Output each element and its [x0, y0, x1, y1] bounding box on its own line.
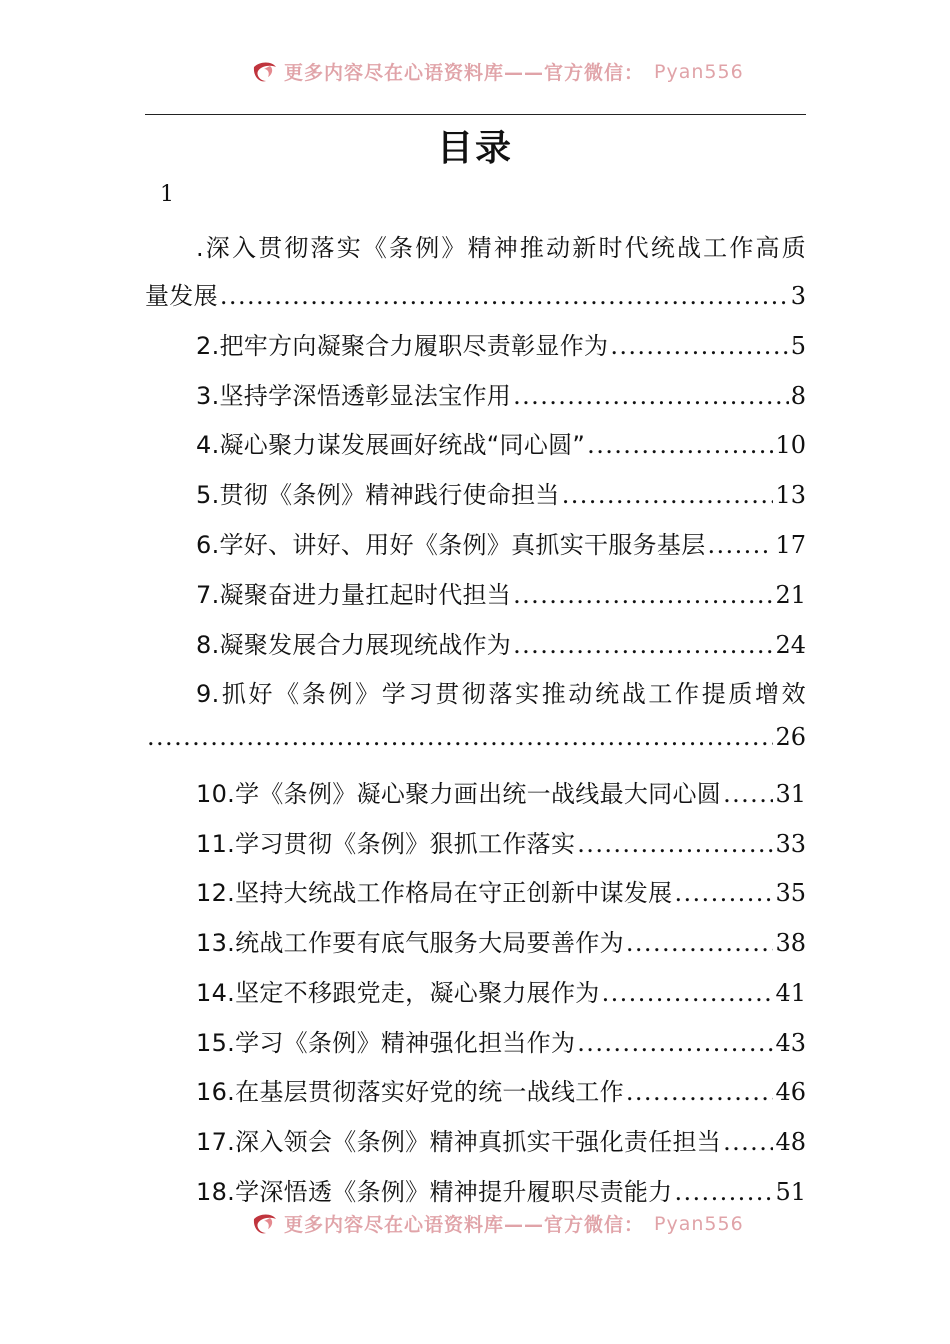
dot-leader	[513, 382, 789, 410]
dot-leader	[723, 780, 773, 808]
toc-page-number: 24	[775, 631, 806, 659]
toc-entry-6[interactable]	[145, 525, 806, 565]
footer-watermark	[0, 1208, 950, 1238]
toc-entry-text: 4.凝心聚力谋发展画好统战“同心圆”	[196, 431, 586, 459]
dot-leader	[626, 1078, 774, 1106]
toc-page-number: 13	[775, 481, 806, 509]
dot-leader	[602, 979, 774, 1007]
dot-leader	[723, 1128, 773, 1156]
toc-entry-text: 18.学深悟透《条例》精神提升履职尽责能力	[196, 1178, 673, 1206]
toc-page-number: 51	[775, 1178, 806, 1206]
dot-leader	[587, 431, 773, 459]
toc-entry-16[interactable]	[145, 1072, 806, 1112]
stray-number: 1	[160, 182, 174, 207]
toc-title: 目录	[436, 128, 513, 169]
toc-entry-text: 11.学习贯彻《条例》狠抓工作落实	[196, 830, 576, 858]
toc-entry-2[interactable]	[145, 326, 806, 366]
toc-entry-text: 6.学好、讲好、用好《条例》真抓实干服务基层	[196, 531, 706, 559]
toc-page-number: 3	[790, 282, 806, 310]
toc-page-number: 5	[790, 332, 806, 360]
toc-page-number: 21	[775, 581, 806, 609]
toc-entry-text: 5.贯彻《条例》精神践行使命担当	[196, 481, 560, 509]
swirl-logo-icon	[250, 59, 280, 85]
toc-page-number: 43	[775, 1029, 806, 1057]
toc-entry-9[interactable]	[145, 723, 806, 763]
swirl-logo-icon	[250, 1211, 280, 1237]
dot-leader	[577, 830, 773, 858]
dot-leader	[562, 481, 774, 509]
dot-leader	[674, 879, 773, 907]
toc-page-number: 38	[775, 929, 806, 957]
toc-entry-15[interactable]	[145, 1023, 806, 1063]
toc-entry-11[interactable]	[145, 824, 806, 864]
watermark-text: 更多内容尽在心语资料库——官方微信：	[284, 62, 645, 84]
toc-entry-text: 12.坚持大统战工作格局在守正创新中谋发展	[196, 879, 673, 907]
header-watermark	[0, 56, 950, 86]
toc-page-number: 8	[790, 382, 806, 410]
toc-entry-text: 2.把牢方向凝聚合力履职尽责彰显作为	[196, 332, 609, 360]
toc-page-number: 10	[775, 431, 806, 459]
dot-leader	[147, 723, 773, 751]
dot-leader	[577, 1029, 773, 1057]
toc-entry-17[interactable]	[145, 1122, 806, 1162]
toc-entry-text: 10.学《条例》凝心聚力画出统一战线最大同心圆	[196, 780, 722, 808]
toc-entry-1[interactable]	[145, 276, 806, 316]
toc-page-number: 33	[775, 830, 806, 858]
dot-leader	[610, 332, 788, 360]
toc-entry-text: 15.学习《条例》精神强化担当作为	[196, 1029, 576, 1057]
toc-entry-12[interactable]	[145, 873, 806, 913]
toc-entry-14[interactable]	[145, 973, 806, 1013]
toc-page-number: 31	[775, 780, 806, 808]
toc-entry-text: 16.在基层贯彻落实好党的统一战线工作	[196, 1078, 624, 1106]
dot-leader	[220, 282, 789, 310]
dot-leader	[708, 531, 774, 559]
header-rule	[145, 114, 806, 115]
toc-entry-1-line1[interactable]: .深入贯彻落实《条例》精神推动新时代统战工作高质	[196, 234, 806, 262]
toc-entry-text: 8.凝聚发展合力展现统战作为	[196, 631, 512, 659]
toc-page-number: 46	[775, 1078, 806, 1106]
watermark-wechat-id: Pyan556	[654, 60, 744, 83]
toc-entry-text: 3.坚持学深悟透彰显法宝作用	[196, 382, 512, 410]
watermark-wechat-id: Pyan556	[654, 1212, 744, 1235]
toc-page-number: 48	[775, 1128, 806, 1156]
toc-page-number: 26	[775, 723, 806, 751]
toc-entry-7[interactable]	[145, 575, 806, 615]
toc-entry-13[interactable]	[145, 923, 806, 963]
toc-entry-text: 量发展	[145, 282, 218, 310]
toc-page-number: 17	[775, 531, 806, 559]
toc-entry-text: 13.统战工作要有底气服务大局要善作为	[196, 929, 624, 957]
dot-leader	[513, 631, 773, 659]
toc-entry-text: 14.坚定不移跟党走，凝心聚力展作为	[196, 979, 600, 1007]
toc-entry-10[interactable]	[145, 774, 806, 814]
toc-page-number: 41	[775, 979, 806, 1007]
toc-entry-text: 17.深入领会《条例》精神真抓实干强化责任担当	[196, 1128, 722, 1156]
toc-page-number: 35	[775, 879, 806, 907]
toc-entry-3[interactable]	[145, 376, 806, 416]
toc-entry-18[interactable]	[145, 1172, 806, 1212]
watermark-text: 更多内容尽在心语资料库——官方微信：	[284, 1214, 645, 1236]
toc-entry-4[interactable]	[145, 425, 806, 465]
toc-entry-8[interactable]	[145, 625, 806, 665]
dot-leader	[674, 1178, 773, 1206]
toc-entry-9-line1[interactable]: 9.抓好《条例》学习贯彻落实推动统战工作提质增效	[196, 680, 806, 708]
dot-leader	[626, 929, 774, 957]
toc-entry-text: 7.凝聚奋进力量扛起时代担当	[196, 581, 512, 609]
toc-entry-5[interactable]	[145, 475, 806, 515]
dot-leader	[513, 581, 773, 609]
